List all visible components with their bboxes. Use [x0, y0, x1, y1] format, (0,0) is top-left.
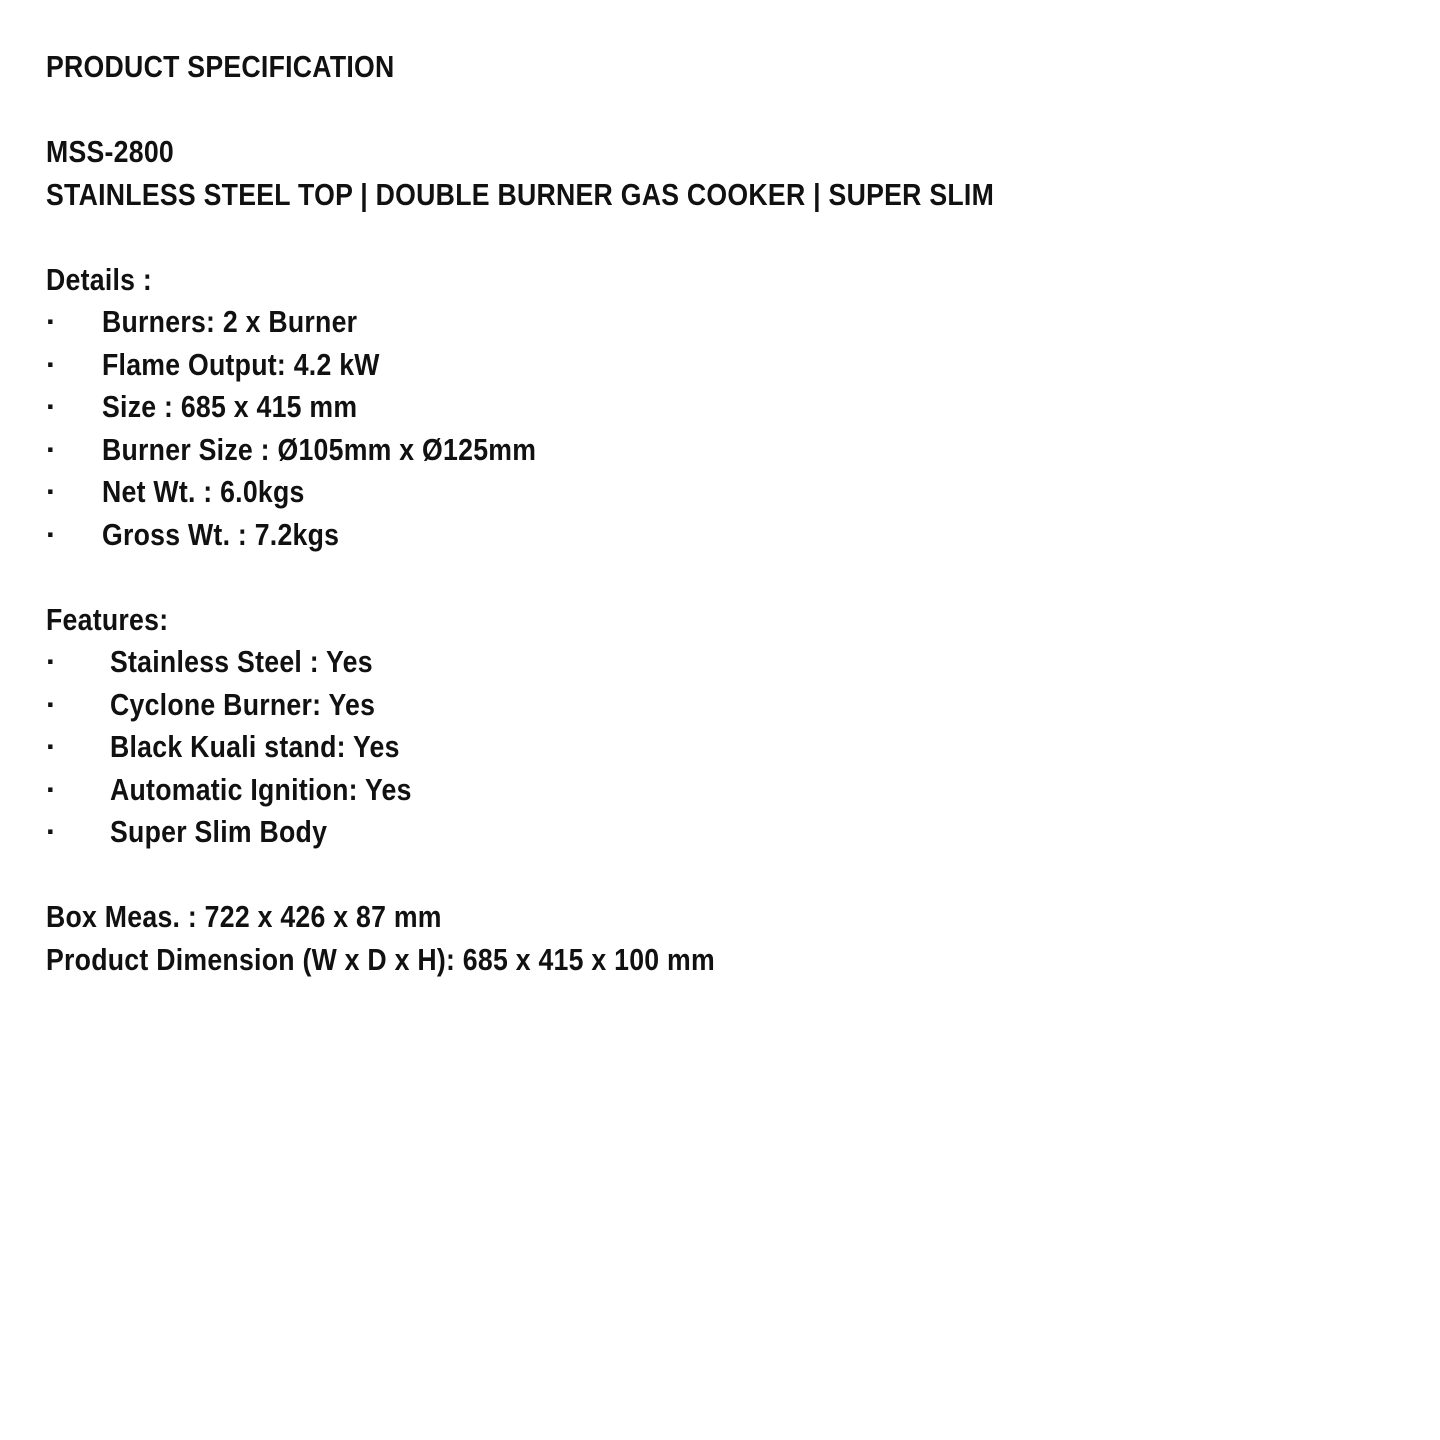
- list-item: [46, 429, 1406, 472]
- list-item: [46, 514, 1406, 557]
- bullet-icon: ·: [46, 474, 57, 509]
- list-item: [46, 811, 1406, 854]
- list-item: [46, 301, 1406, 344]
- details-list: [46, 301, 1406, 556]
- model-number: MSS-2800: [46, 134, 175, 169]
- detail-text: Size : 685 x 415 mm: [102, 389, 358, 424]
- list-item: [46, 641, 1406, 684]
- feature-text: Black Kuali stand: Yes: [110, 729, 400, 764]
- feature-text: Stainless Steel : Yes: [110, 644, 373, 679]
- product-subtitle: STAINLESS STEEL TOP | DOUBLE BURNER GAS COOKER | SUPER SLIM: [46, 176, 995, 212]
- bullet-icon: ·: [46, 516, 57, 552]
- spacer: [46, 216, 1406, 259]
- list-item: [46, 344, 1406, 387]
- list-item: [46, 471, 1406, 514]
- bullet-icon: ·: [46, 644, 57, 679]
- detail-text: Net Wt. : 6.0kgs: [102, 474, 305, 509]
- bullet-icon: ·: [46, 729, 57, 764]
- detail-text: Gross Wt. : 7.2kgs: [102, 516, 340, 552]
- bullet-icon: ·: [46, 346, 57, 382]
- features-list: [46, 641, 1406, 854]
- list-item: [46, 386, 1406, 429]
- list-item: [46, 684, 1406, 727]
- box-measurement: Box Meas. : 722 x 426 x 87 mm: [46, 899, 442, 934]
- detail-text: Burners: 2 x Burner: [102, 304, 358, 339]
- product-dimension: Product Dimension (W x D x H): 685 x 415 x 100 mm: [46, 941, 715, 977]
- list-item: [46, 726, 1406, 769]
- feature-text: Super Slim Body: [110, 814, 328, 849]
- bullet-icon: ·: [46, 431, 57, 467]
- bullet-icon: ·: [46, 686, 57, 722]
- feature-text: Cyclone Burner: Yes: [110, 686, 376, 722]
- spacer: [46, 89, 1406, 132]
- details-label: Details :: [46, 261, 153, 297]
- spacer: [46, 556, 1406, 599]
- bullet-icon: ·: [46, 389, 57, 424]
- features-label: Features:: [46, 601, 169, 637]
- detail-text: Flame Output: 4.2 kW: [102, 346, 380, 382]
- bullet-icon: ·: [46, 814, 57, 849]
- bullet-icon: ·: [46, 771, 57, 807]
- spacer: [46, 854, 1406, 897]
- feature-text: Automatic Ignition: Yes: [110, 771, 412, 807]
- bullet-icon: ·: [46, 304, 57, 339]
- spec-sheet: [46, 46, 1406, 981]
- page-title: PRODUCT SPECIFICATION: [46, 49, 395, 84]
- detail-text: Burner Size : Ø105mm x Ø125mm: [102, 431, 537, 467]
- list-item: [46, 769, 1406, 812]
